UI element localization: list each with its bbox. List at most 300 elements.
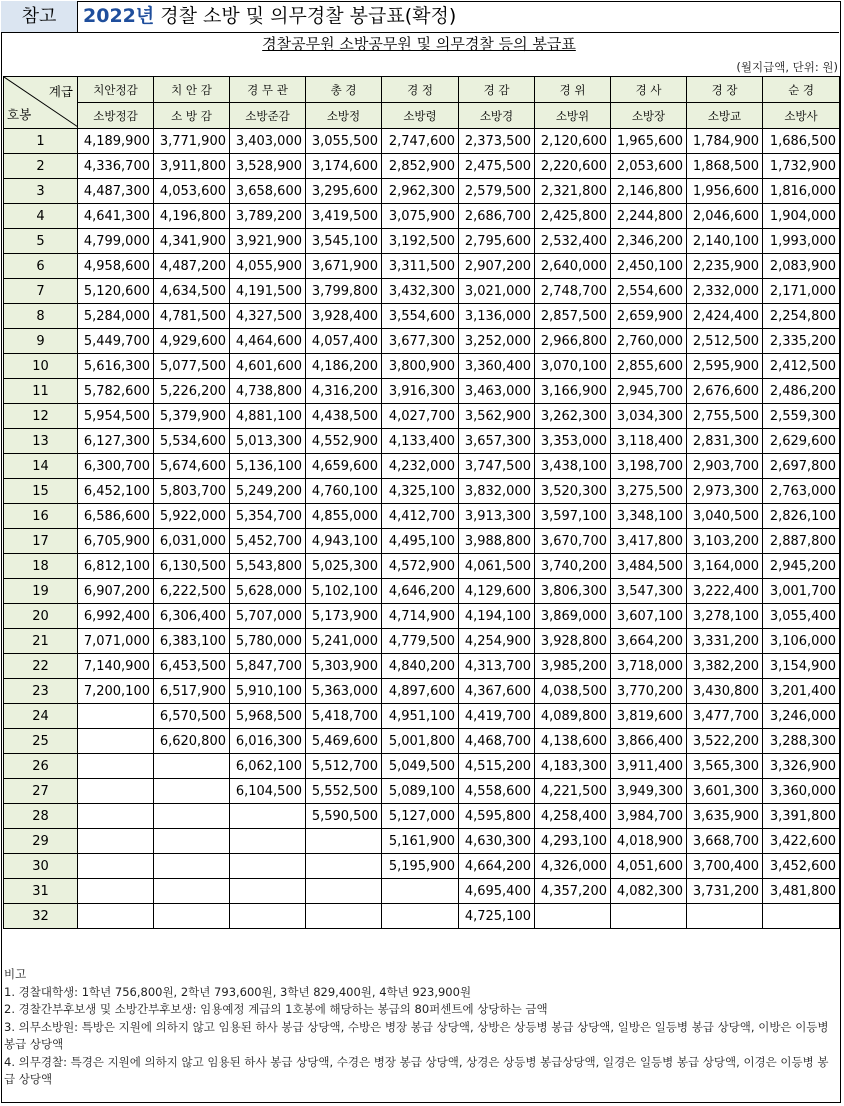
salary-cell: 2,831,300: [687, 429, 763, 454]
note-item-4: 4. 의무경찰: 특경은 지원에 의하지 않고 임용된 하사 봉급 상당액, 수경은 병장 봉급 상당액, 상경은 상등병 봉급상당액, 일경은 일등병 봉급 상당액, 이경은 이등병 봉급 상당액: [4, 1054, 829, 1086]
step-cell: 9: [4, 329, 78, 354]
salary-cell: 6,453,500: [154, 654, 230, 679]
salary-cell: 4,725,100: [459, 904, 535, 929]
table-row: [4, 429, 840, 454]
salary-cell: [78, 854, 154, 879]
salary-cell: 4,881,100: [230, 404, 306, 429]
salary-cell: 3,353,000: [535, 429, 611, 454]
column-header-police: 경 위: [535, 77, 611, 103]
salary-cell: 4,055,900: [230, 254, 306, 279]
salary-cell: 5,418,700: [306, 704, 382, 729]
column-header-police: 경 무 관: [230, 77, 306, 103]
salary-cell: 2,053,600: [611, 154, 687, 179]
salary-cell: 4,468,700: [459, 729, 535, 754]
salary-cell: 6,452,100: [78, 479, 154, 504]
salary-cell: 4,630,300: [459, 829, 535, 854]
salary-cell: 2,973,300: [687, 479, 763, 504]
salary-cell: 3,520,300: [535, 479, 611, 504]
salary-cell: 3,021,000: [459, 279, 535, 304]
salary-cell: 3,103,200: [687, 529, 763, 554]
salary-cell: 5,803,700: [154, 479, 230, 504]
salary-cell: 3,677,300: [382, 329, 459, 354]
salary-cell: 3,916,300: [382, 379, 459, 404]
column-header-fire: 소방교: [687, 103, 763, 129]
column-header-fire: 소방경: [459, 103, 535, 129]
salary-cell: 5,161,900: [382, 829, 459, 854]
salary-cell: 6,907,200: [78, 579, 154, 604]
salary-cell: 3,262,300: [535, 404, 611, 429]
step-cell: 15: [4, 479, 78, 504]
salary-cell: 2,945,700: [611, 379, 687, 404]
salary-cell: 3,819,600: [611, 704, 687, 729]
salary-cell: 3,921,900: [230, 229, 306, 254]
salary-cell: 4,958,600: [78, 254, 154, 279]
salary-cell: 2,887,800: [763, 529, 840, 554]
salary-cell: 2,857,500: [535, 304, 611, 329]
salary-cell: 6,127,300: [78, 429, 154, 454]
salary-cell: 1,965,600: [611, 129, 687, 154]
column-header-police: 치 안 감: [154, 77, 230, 103]
salary-cell: 2,579,500: [459, 179, 535, 204]
salary-cell: 3,562,900: [459, 404, 535, 429]
salary-cell: [306, 904, 382, 929]
subtitle-text: 경찰공무원 소방공무원 및 의무경찰 등의 봉급표: [262, 35, 576, 53]
step-cell: 26: [4, 754, 78, 779]
salary-cell: 6,570,500: [154, 704, 230, 729]
salary-cell: 4,951,100: [382, 704, 459, 729]
step-cell: 8: [4, 304, 78, 329]
salary-cell: 5,249,200: [230, 479, 306, 504]
step-cell: 12: [4, 404, 78, 429]
column-header-police: 경 정: [382, 77, 459, 103]
salary-cell: 3,452,600: [763, 854, 840, 879]
salary-cell: 6,517,900: [154, 679, 230, 704]
note-item-1: 1. 경찰대학생: 1학년 756,800원, 2학년 793,600원, 3학년 829,400원, 4학년 923,900원: [4, 984, 472, 999]
salary-cell: 2,855,600: [611, 354, 687, 379]
step-cell: 31: [4, 879, 78, 904]
salary-cell: 6,705,900: [78, 529, 154, 554]
salary-cell: 2,686,700: [459, 204, 535, 229]
salary-cell: 3,484,500: [611, 554, 687, 579]
table-row: [4, 504, 840, 529]
salary-cell: 3,547,300: [611, 579, 687, 604]
salary-cell: 6,812,100: [78, 554, 154, 579]
salary-cell: [306, 854, 382, 879]
salary-cell: [78, 754, 154, 779]
salary-cell: 4,089,800: [535, 704, 611, 729]
salary-cell: 4,419,700: [459, 704, 535, 729]
step-cell: 3: [4, 179, 78, 204]
salary-cell: 2,235,900: [687, 254, 763, 279]
table-row: [4, 779, 840, 804]
title-text: 경찰 소방 및 의무경찰 봉급표(확정): [154, 5, 457, 27]
salary-cell: 3,771,900: [154, 129, 230, 154]
step-cell: 32: [4, 904, 78, 929]
notes-heading: 비고: [4, 967, 27, 981]
salary-cell: 5,543,800: [230, 554, 306, 579]
salary-cell: 2,373,500: [459, 129, 535, 154]
salary-cell: 2,755,500: [687, 404, 763, 429]
salary-cell: 4,572,900: [382, 554, 459, 579]
salary-cell: 2,748,700: [535, 279, 611, 304]
salary-cell: 5,452,700: [230, 529, 306, 554]
table-row: [4, 529, 840, 554]
salary-cell: 5,590,500: [306, 804, 382, 829]
salary-cell: 3,700,400: [687, 854, 763, 879]
salary-cell: 3,799,800: [306, 279, 382, 304]
salary-cell: 4,799,000: [78, 229, 154, 254]
salary-cell: 3,731,200: [687, 879, 763, 904]
salary-cell: 3,417,800: [611, 529, 687, 554]
salary-cell: 2,244,800: [611, 204, 687, 229]
salary-cell: 3,154,900: [763, 654, 840, 679]
salary-cell: 3,522,200: [687, 729, 763, 754]
salary-cell: [230, 829, 306, 854]
table-row: [4, 754, 840, 779]
salary-cell: 2,659,900: [611, 304, 687, 329]
salary-cell: 3,391,800: [763, 804, 840, 829]
salary-cell: 4,082,300: [611, 879, 687, 904]
salary-cell: 3,275,500: [611, 479, 687, 504]
salary-cell: [382, 879, 459, 904]
salary-cell: [611, 904, 687, 929]
salary-cell: 3,984,700: [611, 804, 687, 829]
salary-cell: 4,738,800: [230, 379, 306, 404]
table-row: [4, 854, 840, 879]
salary-cell: 2,903,700: [687, 454, 763, 479]
title-year: 2022년: [83, 5, 155, 27]
salary-cell: 3,607,100: [611, 604, 687, 629]
table-row: [4, 579, 840, 604]
salary-cell: 4,695,400: [459, 879, 535, 904]
step-cell: 14: [4, 454, 78, 479]
salary-cell: 6,306,400: [154, 604, 230, 629]
salary-cell: 4,601,600: [230, 354, 306, 379]
salary-cell: 5,922,000: [154, 504, 230, 529]
table-row: [4, 329, 840, 354]
salary-cell: 4,855,000: [306, 504, 382, 529]
salary-cell: 3,040,500: [687, 504, 763, 529]
salary-cell: 4,053,600: [154, 179, 230, 204]
salary-cell: 5,089,100: [382, 779, 459, 804]
salary-cell: 3,668,700: [687, 829, 763, 854]
salary-cell: 1,904,000: [763, 204, 840, 229]
salary-cell: 3,360,000: [763, 779, 840, 804]
salary-cell: 3,671,900: [306, 254, 382, 279]
salary-cell: [230, 804, 306, 829]
column-header-fire: 소 방 감: [154, 103, 230, 129]
salary-cell: [687, 904, 763, 929]
salary-cell: [78, 829, 154, 854]
salary-cell: 5,469,600: [306, 729, 382, 754]
salary-cell: 4,254,900: [459, 629, 535, 654]
salary-cell: 4,646,200: [382, 579, 459, 604]
salary-cell: 2,220,600: [535, 154, 611, 179]
salary-cell: 4,495,100: [382, 529, 459, 554]
salary-cell: 2,424,400: [687, 304, 763, 329]
salary-cell: 6,062,100: [230, 754, 306, 779]
step-cell: 6: [4, 254, 78, 279]
salary-cell: 5,954,500: [78, 404, 154, 429]
salary-cell: [78, 779, 154, 804]
notes-section: [4, 966, 834, 1089]
salary-cell: 3,657,300: [459, 429, 535, 454]
salary-cell: 4,196,800: [154, 204, 230, 229]
salary-cell: 4,327,500: [230, 304, 306, 329]
salary-cell: 5,910,100: [230, 679, 306, 704]
table-row: [4, 179, 840, 204]
column-header-police: 치안정감: [78, 77, 154, 103]
salary-cell: 3,670,700: [535, 529, 611, 554]
step-cell: 7: [4, 279, 78, 304]
step-cell: 29: [4, 829, 78, 854]
reference-label: 참고: [1, 1, 78, 32]
salary-cell: 4,336,700: [78, 154, 154, 179]
salary-cell: [230, 904, 306, 929]
table-row: [4, 654, 840, 679]
salary-cell: 3,288,300: [763, 729, 840, 754]
column-header-police: 순 경: [763, 77, 840, 103]
salary-cell: 3,911,800: [154, 154, 230, 179]
table-row: [4, 479, 840, 504]
salary-cell: 3,001,700: [763, 579, 840, 604]
salary-cell: 2,046,600: [687, 204, 763, 229]
salary-cell: 4,779,500: [382, 629, 459, 654]
salary-cell: 5,780,000: [230, 629, 306, 654]
salary-cell: 6,300,700: [78, 454, 154, 479]
salary-cell: 3,192,500: [382, 229, 459, 254]
step-label: 호봉: [7, 107, 32, 122]
salary-cell: 2,171,000: [763, 279, 840, 304]
salary-cell: 4,186,200: [306, 354, 382, 379]
grade-label: 계급: [48, 84, 73, 99]
salary-cell: 5,025,300: [306, 554, 382, 579]
salary-cell: 4,027,700: [382, 404, 459, 429]
salary-cell: 2,760,000: [611, 329, 687, 354]
step-cell: 25: [4, 729, 78, 754]
salary-cell: 3,422,600: [763, 829, 840, 854]
salary-cell: 2,559,300: [763, 404, 840, 429]
salary-cell: 5,363,000: [306, 679, 382, 704]
salary-cell: 3,360,400: [459, 354, 535, 379]
salary-cell: [154, 904, 230, 929]
table-row: [4, 354, 840, 379]
table-row: [4, 554, 840, 579]
salary-cell: 3,740,200: [535, 554, 611, 579]
salary-cell: 2,475,500: [459, 154, 535, 179]
salary-cell: 5,226,200: [154, 379, 230, 404]
salary-cell: 1,784,900: [687, 129, 763, 154]
salary-cell: 3,174,600: [306, 154, 382, 179]
salary-cell: 5,013,300: [230, 429, 306, 454]
salary-cell: 3,164,000: [687, 554, 763, 579]
salary-cell: 4,258,400: [535, 804, 611, 829]
step-cell: 28: [4, 804, 78, 829]
salary-cell: 2,254,800: [763, 304, 840, 329]
salary-cell: 3,913,300: [459, 504, 535, 529]
salary-cell: 5,136,100: [230, 454, 306, 479]
step-cell: 18: [4, 554, 78, 579]
salary-cell: 3,477,700: [687, 704, 763, 729]
salary-cell: [154, 779, 230, 804]
salary-cell: 4,641,300: [78, 204, 154, 229]
salary-cell: 2,966,800: [535, 329, 611, 354]
salary-cell: 1,732,900: [763, 154, 840, 179]
column-header-police: 경 장: [687, 77, 763, 103]
salary-cell: [154, 804, 230, 829]
salary-cell: 4,664,200: [459, 854, 535, 879]
salary-cell: 2,335,200: [763, 329, 840, 354]
salary-cell: 3,658,600: [230, 179, 306, 204]
salary-cell: 4,189,900: [78, 129, 154, 154]
table-row: [4, 379, 840, 404]
salary-cell: 2,763,000: [763, 479, 840, 504]
title-bar: [1, 1, 839, 33]
salary-cell: 2,532,400: [535, 229, 611, 254]
step-cell: 11: [4, 379, 78, 404]
salary-cell: [78, 879, 154, 904]
salary-cell: 4,412,700: [382, 504, 459, 529]
salary-cell: 2,140,100: [687, 229, 763, 254]
salary-cell: 4,138,600: [535, 729, 611, 754]
table-row: [4, 204, 840, 229]
salary-cell: 2,512,500: [687, 329, 763, 354]
salary-cell: 5,049,500: [382, 754, 459, 779]
salary-cell: 4,714,900: [382, 604, 459, 629]
salary-cell: 5,512,700: [306, 754, 382, 779]
salary-cell: [230, 879, 306, 904]
salary-cell: 1,956,600: [687, 179, 763, 204]
salary-cell: [154, 879, 230, 904]
salary-cell: 3,635,900: [687, 804, 763, 829]
column-header-police: 경 사: [611, 77, 687, 103]
salary-cell: 7,071,000: [78, 629, 154, 654]
salary-cell: 3,348,100: [611, 504, 687, 529]
column-header-fire: 소방정: [306, 103, 382, 129]
salary-cell: 2,425,800: [535, 204, 611, 229]
salary-cell: 3,246,000: [763, 704, 840, 729]
salary-cell: 3,222,400: [687, 579, 763, 604]
salary-cell: 5,847,700: [230, 654, 306, 679]
salary-cell: 3,419,500: [306, 204, 382, 229]
salary-cell: 6,222,500: [154, 579, 230, 604]
salary-cell: 2,450,100: [611, 254, 687, 279]
table-subtitle: [0, 32, 838, 56]
salary-cell: 3,438,100: [535, 454, 611, 479]
table-row: [4, 154, 840, 179]
salary-cell: [306, 879, 382, 904]
header-row-fire: [4, 103, 840, 129]
salary-cell: 3,055,500: [306, 129, 382, 154]
step-cell: 24: [4, 704, 78, 729]
note-item-2: 2. 경찰간부후보생 및 소방간부후보생: 임용예정 계급의 1호봉에 해당하는 봉급의 80퍼센트에 상당하는 금액: [4, 1002, 548, 1016]
salary-cell: 2,945,200: [763, 554, 840, 579]
salary-cell: [154, 854, 230, 879]
step-cell: 2: [4, 154, 78, 179]
salary-cell: [78, 704, 154, 729]
column-header-fire: 소방사: [763, 103, 840, 129]
salary-cell: 2,629,600: [763, 429, 840, 454]
table-row: [4, 254, 840, 279]
salary-cell: 4,929,600: [154, 329, 230, 354]
salary-cell: 6,016,300: [230, 729, 306, 754]
salary-cell: 4,051,600: [611, 854, 687, 879]
salary-cell: 4,133,400: [382, 429, 459, 454]
salary-cell: 4,781,500: [154, 304, 230, 329]
table-row: [4, 229, 840, 254]
salary-cell: 3,747,500: [459, 454, 535, 479]
salary-cell: 3,832,000: [459, 479, 535, 504]
salary-cell: 2,676,600: [687, 379, 763, 404]
step-cell: 1: [4, 129, 78, 154]
salary-cell: 3,331,200: [687, 629, 763, 654]
salary-cell: 2,146,800: [611, 179, 687, 204]
salary-cell: 3,565,300: [687, 754, 763, 779]
salary-cell: 2,962,300: [382, 179, 459, 204]
salary-cell: 2,332,000: [687, 279, 763, 304]
salary-cell: [78, 904, 154, 929]
salary-cell: 6,104,500: [230, 779, 306, 804]
corner-header: [4, 77, 78, 129]
table-row: [4, 729, 840, 754]
salary-cell: 3,382,200: [687, 654, 763, 679]
salary-cell: [230, 854, 306, 879]
salary-cell: [382, 904, 459, 929]
salary-cell: 3,430,800: [687, 679, 763, 704]
salary-cell: 5,102,100: [306, 579, 382, 604]
salary-cell: 2,083,900: [763, 254, 840, 279]
salary-cell: 5,173,900: [306, 604, 382, 629]
salary-cell: 4,221,500: [535, 779, 611, 804]
salary-cell: 5,077,500: [154, 354, 230, 379]
salary-cell: 1,993,000: [763, 229, 840, 254]
column-header-fire: 소방장: [611, 103, 687, 129]
salary-cell: 1,868,500: [687, 154, 763, 179]
salary-cell: 5,379,900: [154, 404, 230, 429]
column-header-police: 총 경: [306, 77, 382, 103]
salary-cell: 4,057,400: [306, 329, 382, 354]
salary-cell: 4,191,500: [230, 279, 306, 304]
salary-cell: 3,198,700: [611, 454, 687, 479]
salary-cell: [535, 904, 611, 929]
salary-cell: 4,232,000: [382, 454, 459, 479]
salary-cell: 4,464,600: [230, 329, 306, 354]
column-header-fire: 소방정감: [78, 103, 154, 129]
salary-cell: 2,554,600: [611, 279, 687, 304]
step-cell: 17: [4, 529, 78, 554]
salary-cell: 2,697,800: [763, 454, 840, 479]
salary-cell: 4,018,900: [611, 829, 687, 854]
salary-cell: 5,674,600: [154, 454, 230, 479]
salary-cell: 3,928,400: [306, 304, 382, 329]
salary-cell: 3,985,200: [535, 654, 611, 679]
salary-cell: 3,528,900: [230, 154, 306, 179]
salary-cell: 4,558,600: [459, 779, 535, 804]
step-cell: 22: [4, 654, 78, 679]
salary-cell: 3,718,000: [611, 654, 687, 679]
step-cell: 19: [4, 579, 78, 604]
step-cell: 30: [4, 854, 78, 879]
salary-cell: 5,001,800: [382, 729, 459, 754]
step-cell: 21: [4, 629, 78, 654]
salary-cell: 6,031,000: [154, 529, 230, 554]
table-row: [4, 404, 840, 429]
salary-cell: 3,070,100: [535, 354, 611, 379]
salary-cell: 3,601,300: [687, 779, 763, 804]
salary-cell: 4,487,300: [78, 179, 154, 204]
salary-cell: 4,515,200: [459, 754, 535, 779]
salary-cell: 5,241,000: [306, 629, 382, 654]
